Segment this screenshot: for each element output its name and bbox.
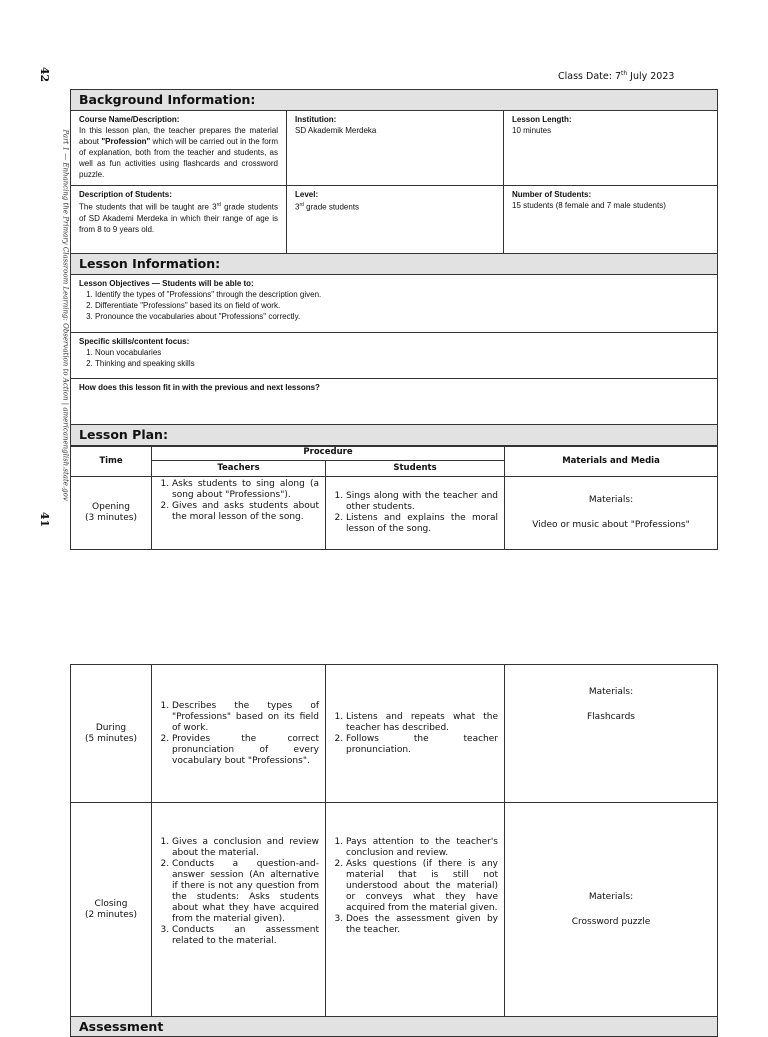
page-number-bottom: 41 <box>38 511 52 528</box>
closing-materials: Materials: Crossword puzzle <box>505 803 718 1017</box>
lesson-fit-cell: How does this lesson fit in with the previous and next lessons? <box>71 379 718 425</box>
institution-cell: Institution: SD Akademik Merdeka <box>287 111 504 186</box>
header-time: Time <box>71 447 152 477</box>
list-item: 2. Gives and asks students about the moral lesson of the song. <box>172 501 319 523</box>
during-time: During (5 minutes) <box>71 665 152 803</box>
skills-cell: Specific skills/content focus: 1. Noun vocabularies 2. Thinking and speaking skills <box>71 333 718 379</box>
course-description-cell: Course Name/Description: In this lesson plan, the teacher prepares the material about "Profession" which will be carried out in the form of explanation, both from the teacher and students, as well as fun activities using flashcards and crossword puzzle. <box>71 111 287 186</box>
list-item: 2. Asks questions (if there is any material that is still not understood about the material) or conveys what they have acquired from the material given. <box>346 859 498 914</box>
list-item: 3. Conducts an assessment related to the material. <box>172 925 319 947</box>
section-heading-background: Background Information: <box>71 90 718 111</box>
list-item: 3. Pronounce the vocabularies about "Professions" correctly. <box>95 311 709 322</box>
objectives-list <box>79 289 709 322</box>
header-students: Students <box>326 461 505 477</box>
list-item: 3. Does the assessment given by the teacher. <box>346 914 498 936</box>
list-item: 2. Provides the correct pronunciation of every vocabulary bout "Professions". <box>172 734 319 767</box>
list-item: 2. Listens and explains the moral lesson of the song. <box>346 513 498 535</box>
list-item: 1. Describes the types of "Professions" based on its field of work. <box>172 701 319 734</box>
during-teachers <box>152 665 326 803</box>
header-procedure: Procedure <box>152 447 505 461</box>
running-header: Part 1 — Enhancing the Primary Classroom Learning: Observation to Action | americanenglish.state.gov <box>61 129 70 501</box>
closing-students <box>326 803 505 1017</box>
header-teachers: Teachers <box>152 461 326 477</box>
opening-time: Opening (3 minutes) <box>71 477 152 550</box>
list-item: 2. Follows the teacher pronunciation. <box>346 734 498 756</box>
opening-teachers <box>152 477 326 550</box>
list-item: 1. Sings along with the teacher and other students. <box>346 491 498 513</box>
opening-materials: Materials: Video or music about "Professions" <box>505 477 718 550</box>
list-item: 1. Listens and repeats what the teacher has described. <box>346 712 498 734</box>
class-date: Class Date: 7th July 2023 <box>558 70 675 83</box>
opening-students <box>326 477 505 550</box>
header-materials: Materials and Media <box>505 447 718 477</box>
list-item: 2. Differentiate "Professions" based its on field of work. <box>95 300 709 311</box>
section-heading-lesson-plan: Lesson Plan: <box>71 425 718 446</box>
table-row <box>71 803 718 1017</box>
list-item: 1. Pays attention to the teacher's conclusion and review. <box>346 837 498 859</box>
list-item: 1. Noun vocabularies <box>95 347 709 358</box>
lesson-plan-table-continued <box>70 664 718 1037</box>
students-description-cell: Description of Students: The students that will be taught are 3rd grade students of SD Akademi Merdeka in which their range of age is from 8 to 9 years old. <box>71 186 287 254</box>
during-students <box>326 665 505 803</box>
section-heading-lesson-info: Lesson Information: <box>71 254 718 275</box>
closing-time: Closing (2 minutes) <box>71 803 152 1017</box>
table-row <box>71 477 718 550</box>
list-item: 1. Identify the types of "Professions" through the description given. <box>95 289 709 300</box>
list-item: 1. Asks students to sing along (a song about "Professions"). <box>172 479 319 501</box>
list-item: 2. Conducts a question-and-answer session (An alternative if there is not any question from the students: Asks students about what they have acquired from the material given). <box>172 859 319 925</box>
lesson-plan-table-top <box>70 89 718 446</box>
during-materials: Materials: Flashcards <box>505 665 718 803</box>
skills-list <box>79 347 709 369</box>
table-row <box>71 665 718 803</box>
lesson-plan-procedure-table <box>70 446 718 550</box>
objectives-cell: Lesson Objectives — Students will be able to: 1. Identify the types of "Professions" through the description given. 2. Differentiate "Professions" based its on field of work. 3. Pronounce the vocabularies about "Professions" correctly. <box>71 275 718 333</box>
lesson-length-cell: Lesson Length: 10 minutes <box>504 111 718 186</box>
list-item: 2. Thinking and speaking skills <box>95 358 709 369</box>
number-of-students-cell: Number of Students: 15 students (8 female and 7 male students) <box>504 186 718 254</box>
page-number-top: 42 <box>38 66 52 83</box>
closing-teachers <box>152 803 326 1017</box>
section-heading-assessment: Assessment <box>71 1017 718 1037</box>
list-item: 1. Gives a conclusion and review about the material. <box>172 837 319 859</box>
level-cell: Level: 3rd grade students <box>287 186 504 254</box>
